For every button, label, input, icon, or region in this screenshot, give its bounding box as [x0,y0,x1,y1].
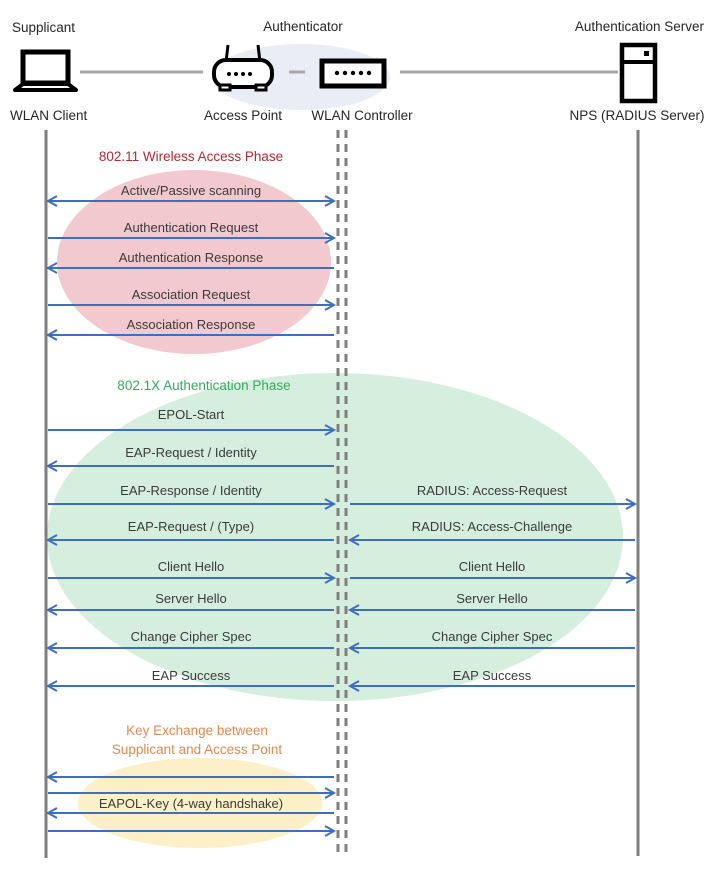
message-label: Change Cipher Spec [431,629,553,644]
message-label: Server Hello [456,591,528,606]
message-label: Server Hello [155,591,227,606]
role-authenticator: Authenticator [263,19,343,34]
message-label: EPOL-Start [157,407,225,422]
message-label: RADIUS: Access-Challenge [411,519,573,534]
message-label: Active/Passive scanning [120,183,262,198]
message-label: Authentication Request [123,220,259,235]
phase-key-exchange-title-line2: Supplicant and Access Point [111,742,283,757]
node-wlan-controller: WLAN Controller [311,108,413,123]
message-label: RADIUS: Access-Request [416,483,568,498]
node-access-point: Access Point [203,108,283,123]
message-label: EAP Success [151,668,231,683]
message-label: EAP-Request / (Type) [127,519,255,534]
server-icon [622,45,655,101]
message-label: EAP-Request / Identity [125,445,257,460]
message-label: Authentication Response [118,250,264,265]
message-label: EAPOL-Key (4-way handshake) [98,796,284,811]
role-supplicant: Supplicant [12,20,76,35]
node-wlan-client: WLAN Client [10,108,88,123]
laptop-icon [15,52,76,90]
message-label: Client Hello [458,559,526,574]
phase-8021x-title: 802.1X Authentication Phase [117,378,291,393]
phase-8021x-ellipse [47,373,623,701]
phase-key-exchange-title [112,721,282,759]
phase-80211-title: 802.11 Wireless Access Phase [98,149,284,164]
role-authentication-server: Authentication Server [574,19,704,34]
message-label: EAP Success [452,668,532,683]
message-label: Client Hello [157,559,225,574]
wlan-controller-icon [322,61,384,86]
message-label: Association Request [131,287,251,302]
message-label: EAP-Response / Identity [120,483,262,498]
node-nps: NPS (RADIUS Server) [569,108,705,123]
message-label: Change Cipher Spec [130,629,252,644]
message-label: Association Response [126,317,256,332]
phase-key-exchange-title-line1: Key Exchange between [126,723,268,738]
